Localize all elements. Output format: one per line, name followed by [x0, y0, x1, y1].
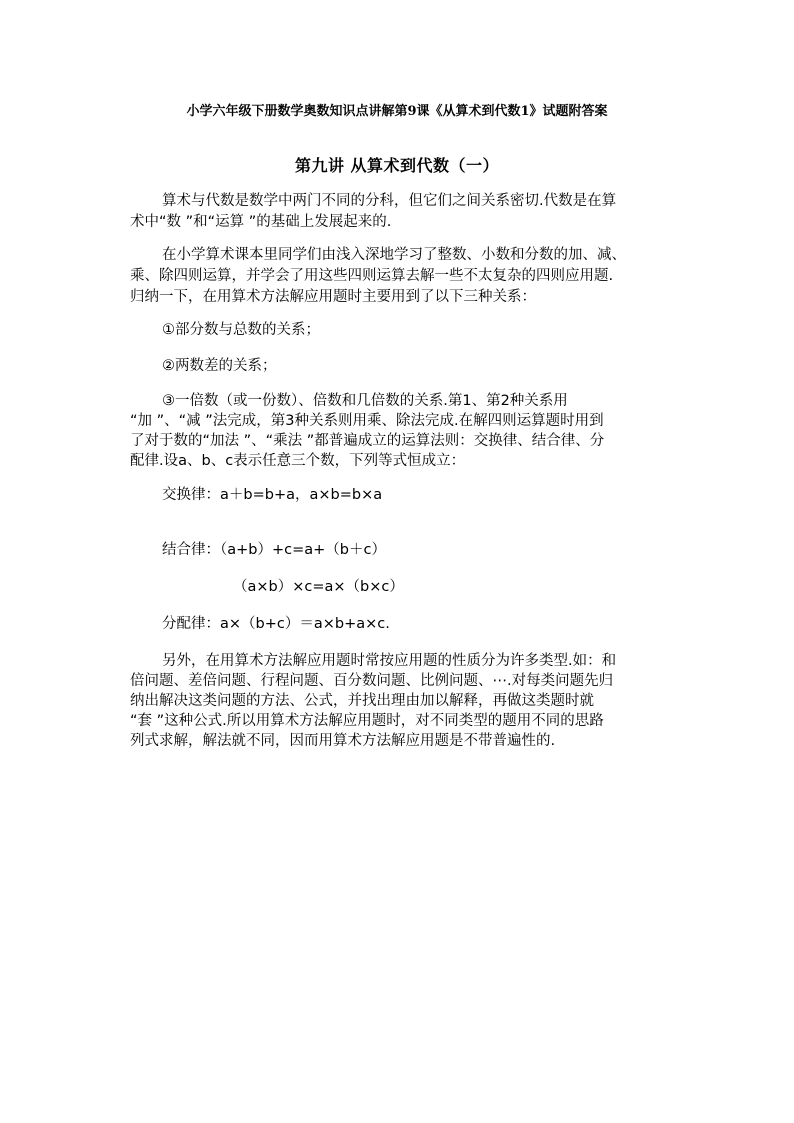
paragraph-3-line-1: 另外，在用算术方法解应用题时常按应用题的性质分为许多类型.如：和 [162, 653, 617, 669]
item-3-line-2: “加 ”、“减 ”法完成，第3种关系则用乘、除法完成.在解四则运算题时用到 [130, 413, 604, 429]
item-3-line-3: 了对于数的“加法 ”、“乘法 ”都普遍成立的运算法则：交换律、结合律、分 [130, 433, 605, 449]
lesson-title: 第九讲 从算术到代数（一） [294, 156, 500, 175]
associative-law-1: 结合律：（a+b）+c=a+（b＋c） [162, 542, 386, 558]
commutative-law: 交换律：a＋b=b+a，a×b=b×a [162, 487, 383, 503]
distributive-law: 分配律：a×（b+c）＝a×b+a×c. [162, 616, 390, 632]
paragraph-1-line-2: 术中“数 ”和“运算 ”的基础上发展起来的. [130, 214, 392, 230]
item-2: ②两数差的关系； [162, 358, 277, 374]
document-title: 小学六年级下册数学奥数知识点讲解第9课《从算术到代数1》试题附答案 [186, 104, 608, 119]
paragraph-3-line-4: “套 ”这种公式.所以用算术方法解应用题时，对不同类型的题用不同的思路 [130, 713, 604, 729]
paragraph-3-line-2: 倍问题、差倍问题、行程问题、百分数问题、比例问题、⋯.对每类问题先归 [130, 673, 614, 689]
item-1: ①部分数与总数的关系； [162, 322, 320, 338]
item-3-line-4: 配律.设a、b、c表示任意三个数，下列等式恒成立： [130, 453, 466, 469]
paragraph-2-line-3: 归纳一下，在用算术方法解应用题时主要用到了以下三种关系： [130, 289, 536, 305]
paragraph-3-line-5: 列式求解，解法就不同，因而用算术方法解应用题是不带普遍性的. [130, 733, 556, 749]
paragraph-2-line-1: 在小学算术课本里同学们由浅入深地学习了整数、小数和分数的加、减、 [162, 247, 626, 263]
associative-law-2: （a×b）×c=a×（b×c） [233, 579, 404, 595]
item-3-line-1: ③一倍数（或一份数）、倍数和几倍数的关系.第1、第2种关系用 [162, 393, 568, 409]
paragraph-3-line-3: 纳出解决这类问题的方法、公式，并找出理由加以解释，再做这类题时就 [130, 693, 594, 709]
paragraph-2-line-2: 乘、除四则运算，并学会了用这些四则运算去解一些不太复杂的四则应用题. [130, 268, 614, 284]
paragraph-1-line-1: 算术与代数是数学中两门不同的分科，但它们之间关系密切.代数是在算 [162, 193, 617, 209]
